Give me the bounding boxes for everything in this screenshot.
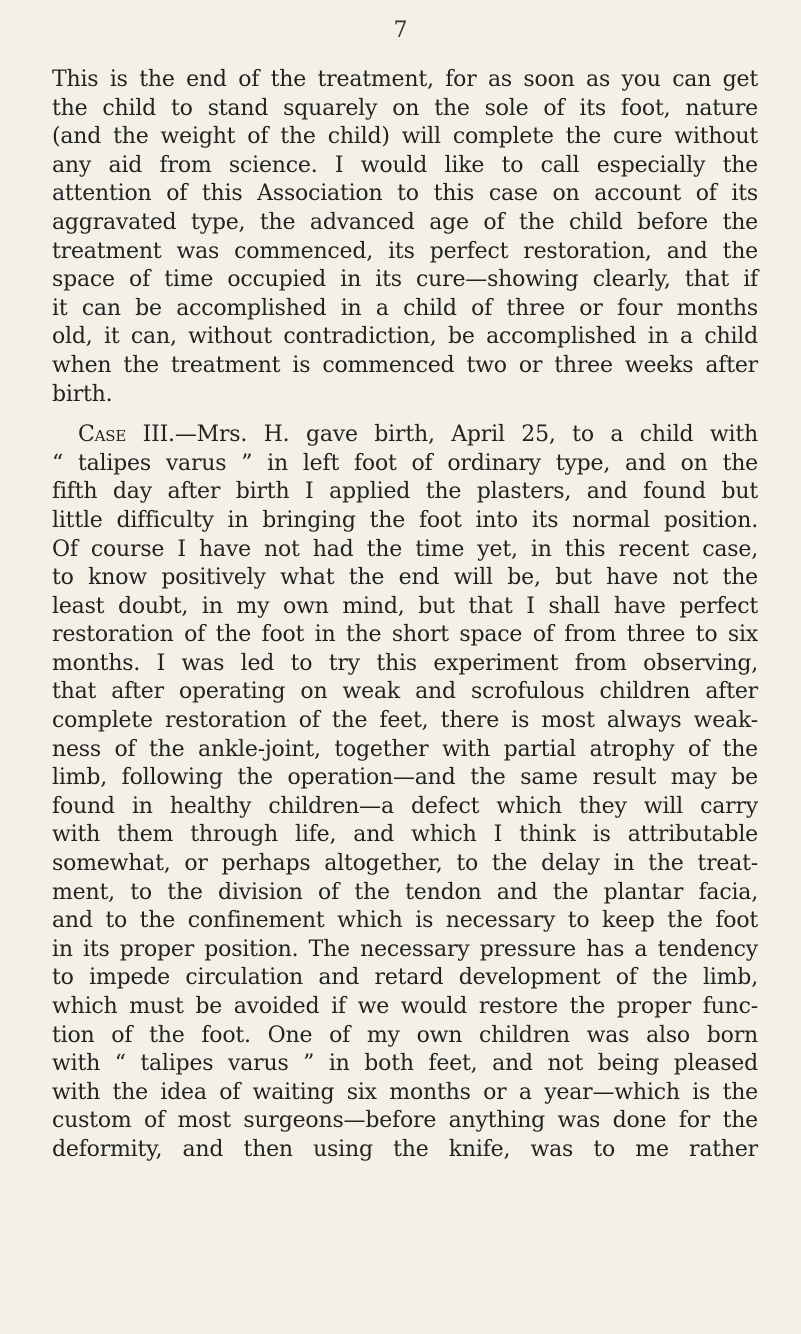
text-line: in its proper position. The necessary pressure has a tendency xyxy=(52,936,758,962)
text-line: birth. xyxy=(52,381,113,407)
text-line: found in healthy children—a defect which they will carry xyxy=(52,793,758,819)
text-line: restoration of the foot in the short space of from three to six xyxy=(52,622,758,648)
text-line: to impede circulation and retard development of the limb, xyxy=(52,965,758,991)
text-line: to know positively what the end will be, but have not the xyxy=(52,565,758,591)
text-line: it can be accomplished in a child of three or four months xyxy=(52,295,758,321)
text-line: “ talipes varus ” in left foot of ordinary type, and on the xyxy=(52,450,758,476)
text-line: custom of most surgeons—before anything was done for the xyxy=(52,1108,758,1134)
text-line: little difficulty in bringing the foot into its normal position. xyxy=(52,507,758,533)
text-line: old, it can, without contradiction, be accomplished in a child xyxy=(52,324,758,350)
text-line: somewhat, or perhaps altogether, to the delay in the treat- xyxy=(52,851,758,877)
text-line: This is the end of the treatment, for as soon as you can get xyxy=(52,67,758,92)
text-line: when the treatment is commenced two or three weeks after xyxy=(52,352,758,378)
text-line: with the idea of waiting six months or a year—which is the xyxy=(52,1079,758,1105)
text-line: with them through life, and which I think is attributable xyxy=(52,822,758,848)
text-line: which must be avoided if we would restore the proper func- xyxy=(52,994,758,1019)
text-line-first xyxy=(52,421,758,450)
page-number: 7 xyxy=(393,18,408,43)
text-line: with “ talipes varus ” in both feet, and not being pleased xyxy=(52,1051,758,1077)
paragraph-2 xyxy=(52,421,758,1164)
text-line: and to the confinement which is necessary to keep the foot xyxy=(52,908,758,934)
text-line: fifth day after birth I applied the plasters, and found but xyxy=(52,479,758,505)
text-line: limb, following the operation—and the same result may be xyxy=(52,765,758,791)
text-line: (and the weight of the child) will complete the cure without xyxy=(52,124,758,150)
text-line: Of course I have not had the time yet, in this recent case, xyxy=(52,536,758,562)
text-line-continuation: —Mrs. H. gave birth, April 25, to a child with xyxy=(174,422,758,448)
text-line: tion of the foot. One of my own children was also born xyxy=(52,1022,758,1048)
body-text xyxy=(52,66,758,1165)
text-line: aggravated type, the advanced age of the child before the xyxy=(52,209,758,235)
paragraph-1 xyxy=(52,66,758,409)
text-line: ness of the ankle-joint, together with partial atrophy of the xyxy=(52,736,758,762)
text-line: attention of this Association to this case on account of its xyxy=(52,181,758,207)
text-line: deformity, and then using the knife, was to me rather xyxy=(52,1136,758,1162)
text-line: any aid from science. I would like to call especially the xyxy=(52,152,758,178)
text-line: ment, to the division of the tendon and the plantar facia, xyxy=(52,879,758,905)
text-line: complete restoration of the feet, there is most always weak- xyxy=(52,708,758,734)
case-label: Case III. xyxy=(78,422,175,448)
text-line: months. I was led to try this experiment from observing, xyxy=(52,650,758,676)
paragraph-gap xyxy=(52,409,758,421)
text-line: space of time occupied in its cure—showing clearly, that if xyxy=(52,267,758,293)
text-line: that after operating on weak and scrofulous children after xyxy=(52,679,758,705)
text-line: least doubt, in my own mind, but that I shall have perfect xyxy=(52,593,758,619)
text-line: treatment was commenced, its perfect restoration, and the xyxy=(52,238,758,264)
text-line: the child to stand squarely on the sole of its foot, nature xyxy=(52,95,758,121)
